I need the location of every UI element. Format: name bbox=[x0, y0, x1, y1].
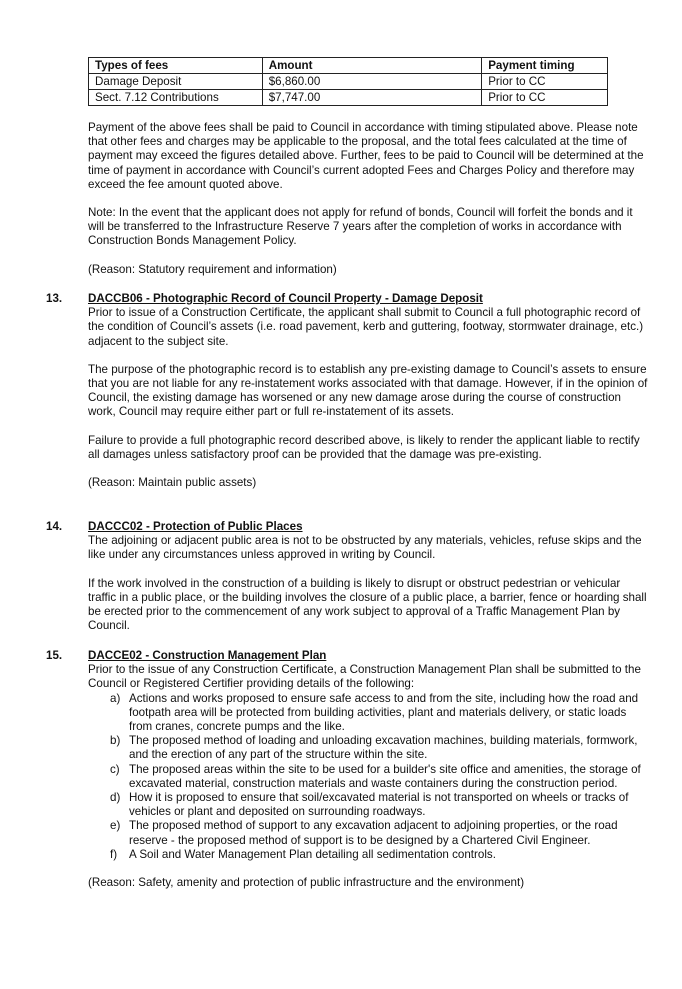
list-item-letter: b) bbox=[110, 734, 121, 748]
condition-15 bbox=[88, 649, 648, 890]
condition-14-number: 14. bbox=[46, 520, 63, 533]
list-item bbox=[88, 763, 648, 791]
fees-header-timing: Payment timing bbox=[482, 58, 608, 74]
fee-amount-cell: $7,747.00 bbox=[262, 90, 482, 106]
bond-note-paragraph: Note: In the event that the applicant does not apply for refund of bonds, Council will forfeit the bonds and it will be transferred to the Infrastructure Reserve 7 years after the completion of works in accordance with Construction Bonds Management Policy. bbox=[88, 206, 633, 248]
list-item-letter: f) bbox=[110, 847, 118, 861]
list-item-letter: a) bbox=[110, 691, 121, 705]
list-item bbox=[88, 819, 648, 847]
list-item bbox=[88, 848, 648, 862]
condition-15-reason: (Reason: Safety, amenity and protection of public infrastructure and the environment) bbox=[88, 876, 525, 890]
fees-table-header bbox=[89, 58, 608, 74]
fees-reason: (Reason: Statutory requirement and information) bbox=[88, 262, 337, 276]
list-item bbox=[88, 692, 648, 735]
condition-13-para-3: Failure to provide a full photographic record described above, is likely to render the applicant liable to rectify all damages unless satisfactory proof can be provided that the damage was pre-existing. bbox=[88, 433, 640, 461]
condition-13-para-2: The purpose of the photographic record is to establish any pre-existing damage to Council’s assets to ensure that you are not liable for any re-instatement works associated with that damage. However, if in the opinion of Council, the existing damage has worsened or any new damage arose during the course of construction work, Council may require either part or full re-instatement of its assets. bbox=[88, 362, 648, 419]
list-item-letter: e) bbox=[110, 819, 121, 833]
fee-amount-cell: $6,860.00 bbox=[262, 74, 482, 90]
condition-13-heading: DACCB06 - Photographic Record of Council Property - Damage Deposit bbox=[88, 292, 483, 305]
list-item-text: How it is proposed to ensure that soil/excavated material is not transported on wheels or tracks of vehicles or plant and deposited on surrounding roadways. bbox=[129, 791, 629, 819]
condition-13-number: 13. bbox=[46, 292, 63, 305]
condition-13-reason: (Reason: Maintain public assets) bbox=[88, 476, 257, 490]
list-item bbox=[88, 791, 648, 819]
fee-timing-cell: Prior to CC bbox=[482, 74, 608, 90]
condition-15-number: 15. bbox=[46, 649, 63, 662]
list-item-letter: d) bbox=[110, 791, 121, 805]
payment-paragraph: Payment of the above fees shall be paid to Council in accordance with timing stipulated above. Please note that other fees and charges may be applicable to the proposal, and the total fees calculated at the time of payment may exceed the figures detailed above. Further, fees to be paid to Council will be determined at the time of payment in accordance with Council’s current adopted Fees and Charges Policy and therefore may exceed the fee amount quoted above. bbox=[88, 121, 644, 191]
list-item-text: Actions and works proposed to ensure safe access to and from the site, including how the road and footpath area will be protected from building activities, plant and materials delivery, or static loads from cranes, concrete pumps and the like. bbox=[129, 691, 639, 734]
list-item-text: A Soil and Water Management Plan detailing all sedimentation controls. bbox=[129, 847, 496, 861]
condition-14-para-2: If the work involved in the construction of a building is likely to disrupt or obstruct pedestrian or vehicular traffic in a public place, or the building involves the closure of a public place, a barrier, fence or hoarding shall be erected prior to the commencement of any work subject to approval of a Traffic Management Plan by Council. bbox=[88, 576, 647, 633]
list-item bbox=[88, 734, 648, 762]
condition-14 bbox=[88, 520, 648, 633]
condition-13 bbox=[88, 292, 648, 490]
fee-type-cell: Damage Deposit bbox=[89, 74, 263, 90]
fees-header-amount: Amount bbox=[262, 58, 482, 74]
list-item-letter: c) bbox=[110, 762, 120, 776]
table-row bbox=[89, 90, 608, 106]
fees-header-type: Types of fees bbox=[89, 58, 263, 74]
table-row bbox=[89, 74, 608, 90]
fee-timing-cell: Prior to CC bbox=[482, 90, 608, 106]
list-item-text: The proposed method of support to any excavation adjacent to adjoining properties, or the road reserve - the proposed method of support is to be designed by a Chartered Civil Engineer. bbox=[129, 819, 618, 847]
fee-type-cell: Sect. 7.12 Contributions bbox=[89, 90, 263, 106]
list-item-text: The proposed method of loading and unloading excavation machines, building materials, formwork, and the erection of any part of the structure within the site. bbox=[129, 734, 638, 762]
condition-14-heading: DACCC02 - Protection of Public Places bbox=[88, 520, 303, 533]
fees-intro-section bbox=[88, 121, 648, 277]
condition-15-heading: DACCE02 - Construction Management Plan bbox=[88, 649, 327, 662]
list-item-text: The proposed areas within the site to be used for a builder's site office and amenities, the storage of excavated material, construction materials and waste containers during the construction period. bbox=[129, 762, 641, 790]
fees-table bbox=[88, 57, 608, 106]
condition-15-para-1: Prior to the issue of any Construction Certificate, a Construction Management Plan shall be submitted to the Council or Registered Certifier providing details of the following: bbox=[88, 663, 641, 691]
condition-14-para-1: The adjoining or adjacent public area is not to be obstructed by any materials, vehicles, refuse skips and the like under any circumstances unless approved in writing by Council. bbox=[88, 534, 642, 562]
condition-13-para-1: Prior to issue of a Construction Certificate, the applicant shall submit to Council a full photographic record of the condition of Council’s assets (i.e. road pavement, kerb and guttering, footway, stormwater drainage, etc.) adjacent to the subject site. bbox=[88, 306, 644, 348]
